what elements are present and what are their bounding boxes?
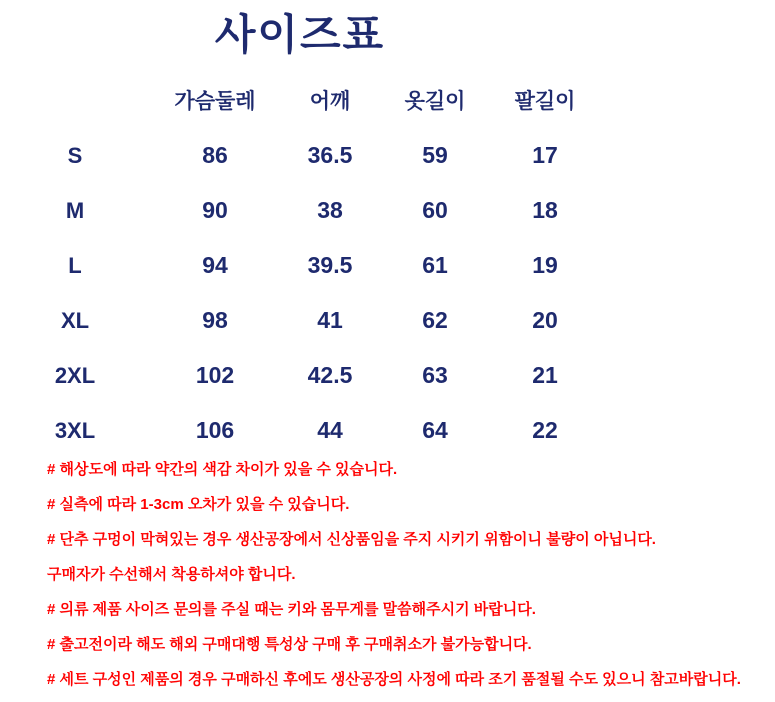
size-label: L: [68, 252, 82, 278]
table-cell: 17: [532, 142, 558, 168]
table-cell: 22: [532, 417, 558, 443]
table-cell: 18: [532, 197, 558, 223]
table-cell: 19: [532, 252, 558, 278]
table-cell: 44: [317, 417, 343, 443]
table-cell: 86: [202, 142, 228, 168]
note-measurement-tolerance: # 실측에 따라 1-3cm 오차가 있을 수 있습니다.: [47, 496, 350, 513]
table-cell: 39.5: [307, 252, 353, 278]
table-cell: 21: [532, 362, 558, 388]
table-cell: 20: [532, 307, 558, 333]
table-cell: 36.5: [307, 142, 353, 168]
table-header-length: 옷길이: [404, 90, 466, 113]
table-cell: 60: [422, 197, 448, 223]
note-set-soldout: # 세트 구성인 제품의 경우 구매하신 후에도 생산공장의 사정에 따라 조기 품절될 수도 있으니 참고바랍니다.: [47, 671, 741, 688]
size-label: S: [67, 142, 83, 168]
table-cell: 64: [422, 417, 448, 443]
note-size-inquiry: # 의류 제품 사이즈 문의를 주실 때는 키와 몸무게를 말씀해주시기 바랍니다.: [47, 601, 536, 618]
table-cell: 106: [195, 417, 235, 443]
note-resolution-color: # 해상도에 따라 약간의 색감 차이가 있을 수 있습니다.: [47, 461, 398, 478]
size-table: [0, 72, 600, 458]
table-cell: 90: [202, 197, 228, 223]
table-cell: 38: [317, 197, 343, 223]
table-cell: 63: [422, 362, 448, 388]
table-header-chest: 가슴둘레: [174, 90, 256, 113]
table-cell: 102: [195, 362, 235, 388]
note-buttonhole: # 단추 구멍이 막혀있는 경우 생산공장에서 신상품임을 주지 시키기 위함이니 불량이 아닙니다.: [47, 531, 656, 548]
table-cell: 59: [422, 142, 448, 168]
note-no-cancellation: # 출고전이라 해도 해외 구매대행 특성상 구매 후 구매취소가 불가능합니다.: [47, 636, 532, 653]
size-label: XL: [60, 307, 90, 333]
table-cell: 61: [422, 252, 448, 278]
page-title: 사이즈표: [214, 11, 386, 58]
disclaimer-notes: [47, 452, 747, 697]
size-label: 2XL: [54, 362, 96, 388]
table-header-empty: [0, 72, 150, 128]
table-cell: 62: [422, 307, 448, 333]
table-cell: 94: [202, 252, 228, 278]
table-cell: 41: [317, 307, 343, 333]
table-cell: 42.5: [307, 362, 353, 388]
size-label: M: [65, 197, 85, 223]
table-header-shoulder: 어깨: [309, 90, 351, 113]
note-buyer-alteration: 구매자가 수선해서 착용하셔야 합니다.: [47, 566, 296, 583]
size-label: 3XL: [54, 417, 96, 443]
table-cell: 98: [202, 307, 228, 333]
table-header-sleeve: 팔길이: [514, 90, 576, 113]
